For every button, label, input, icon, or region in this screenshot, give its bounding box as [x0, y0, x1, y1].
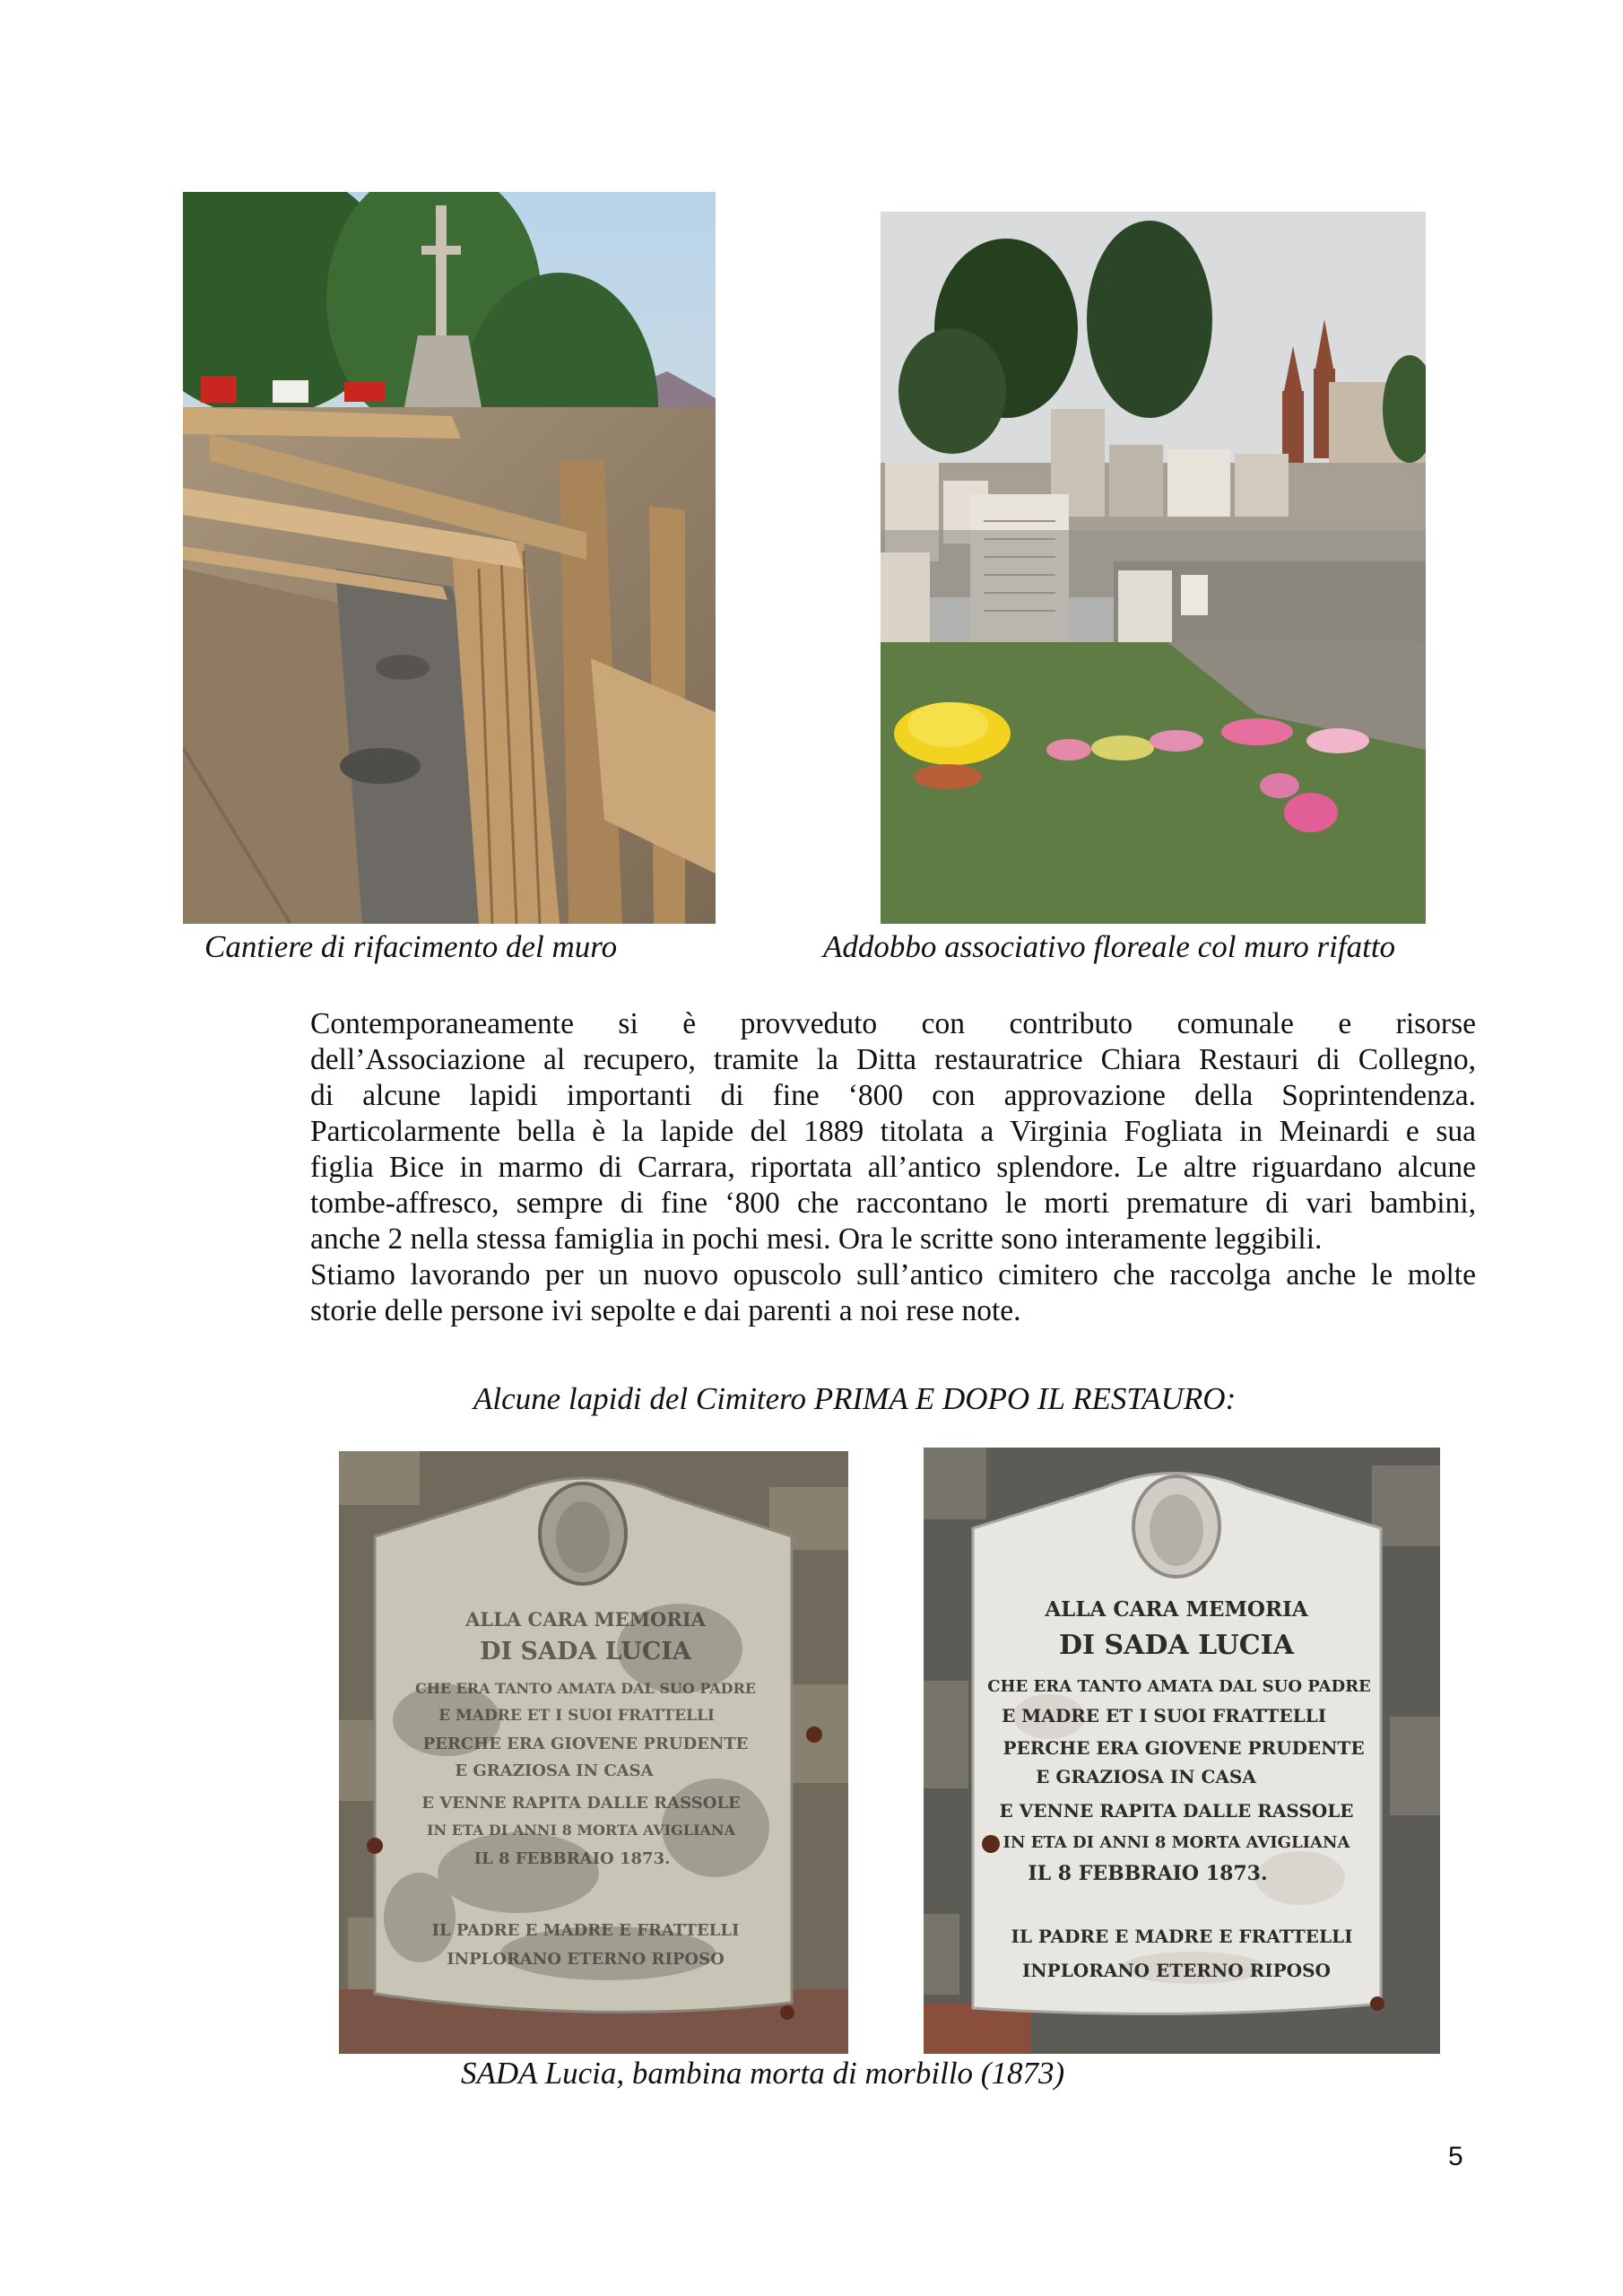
paragraph-line: Stiamo lavorando per un nuovo opuscolo sull’antico cimitero che raccolga anche le molte: [310, 1258, 1476, 1292]
section-subheading: Alcune lapidi del Cimitero PRIMA E DOPO IL RESTAURO:: [473, 1381, 1237, 1416]
tablet-before-line: IL PADRE E MADRE E FRATTELLI: [431, 1921, 740, 1940]
bottom-caption: SADA Lucia, bambina morta di morbillo (1873): [461, 2056, 1065, 2091]
paragraph-line: Contemporaneamente si è provveduto con contributo comunale e risorse: [310, 1007, 1476, 1040]
tablet-before-photo: [339, 1451, 848, 2054]
tablet-before-line: IL 8 FEBBRAIO 1873.: [473, 1849, 671, 1868]
tablet-after-line: IL PADRE E MADRE E FRATTELLI: [1011, 1926, 1353, 1947]
floral-photo-caption: Addobbo associativo floreale col muro rifatto: [823, 929, 1396, 964]
tablet-after-line: E MADRE ET I SUOI FRATTELLI: [1001, 1705, 1327, 1726]
paragraph-line: di alcune lapidi importanti di fine ‘800 con approvazione della Soprintendenza.: [310, 1079, 1476, 1112]
tablet-before-line: INPLORANO ETERNO RIPOSO: [447, 1950, 725, 1969]
paragraph-line: figlia Bice in marmo di Carrara, riportata all’antico splendore. Le altre riguardano alcune: [310, 1151, 1476, 1184]
tablet-before-line: PERCHE ERA GIOVENE PRUDENTE: [422, 1735, 749, 1753]
paragraph-line: dell’Associazione al recupero, tramite la Ditta restauratrice Chiara Restauri di Collegno,: [310, 1043, 1476, 1076]
tablet-after-line: DI SADA LUCIA: [1059, 1630, 1294, 1661]
paragraph-line: tombe-affresco, sempre di fine ‘800 che raccontano le morti premature di vari bambini,: [310, 1187, 1476, 1220]
tablet-after-line: ALLA CARA MEMORIA: [1045, 1597, 1308, 1622]
tablet-after-line: CHE ERA TANTO AMATA DAL SUO PADRE: [987, 1677, 1371, 1696]
paragraph-line: storie delle persone ivi sepolte e dai parenti a noi rese note.: [310, 1294, 1021, 1327]
page-number: 5: [1448, 2142, 1463, 2171]
paragraph-line: Particolarmente bella è la lapide del 1889 titolata a Virginia Fogliata in Meinardi e sua: [310, 1115, 1476, 1148]
tablet-before-line: CHE ERA TANTO AMATA DAL SUO PADRE: [414, 1680, 757, 1697]
body-paragraph: [310, 1006, 1476, 1329]
tablet-before-line: IN ETA DI ANNI 8 MORTA AVIGLIANA: [427, 1822, 735, 1839]
tablet-before-line: E MADRE ET I SUOI FRATTELLI: [438, 1707, 715, 1725]
tablet-before-line: E GRAZIOSA IN CASA: [455, 1761, 654, 1780]
construction-photo: [183, 192, 716, 924]
tablet-after-line: PERCHE ERA GIOVENE PRUDENTE: [1002, 1737, 1365, 1759]
tablet-after-line: E VENNE RAPITA DALLE RASSOLE: [999, 1800, 1354, 1822]
tablet-after-line: IN ETA DI ANNI 8 MORTA AVIGLIANA: [1002, 1833, 1350, 1852]
tablet-after-photo: [924, 1448, 1440, 2054]
tablet-before-line: E VENNE RAPITA DALLE RASSOLE: [421, 1794, 741, 1813]
construction-photo-caption: Cantiere di rifacimento del muro: [204, 929, 618, 964]
tablet-after-line: IL 8 FEBBRAIO 1873.: [1028, 1862, 1268, 1885]
tablet-before-line: DI SADA LUCIA: [480, 1638, 691, 1665]
paragraph-line: anche 2 nella stessa famiglia in pochi mesi. Ora le scritte sono interamente leggibili.: [310, 1222, 1323, 1256]
tablet-before-line: ALLA CARA MEMORIA: [465, 1608, 706, 1631]
tablet-after-line: E GRAZIOSA IN CASA: [1036, 1766, 1256, 1787]
floral-photo: [881, 212, 1426, 924]
tablet-after-line: INPLORANO ETERNO RIPOSO: [1022, 1960, 1331, 1981]
